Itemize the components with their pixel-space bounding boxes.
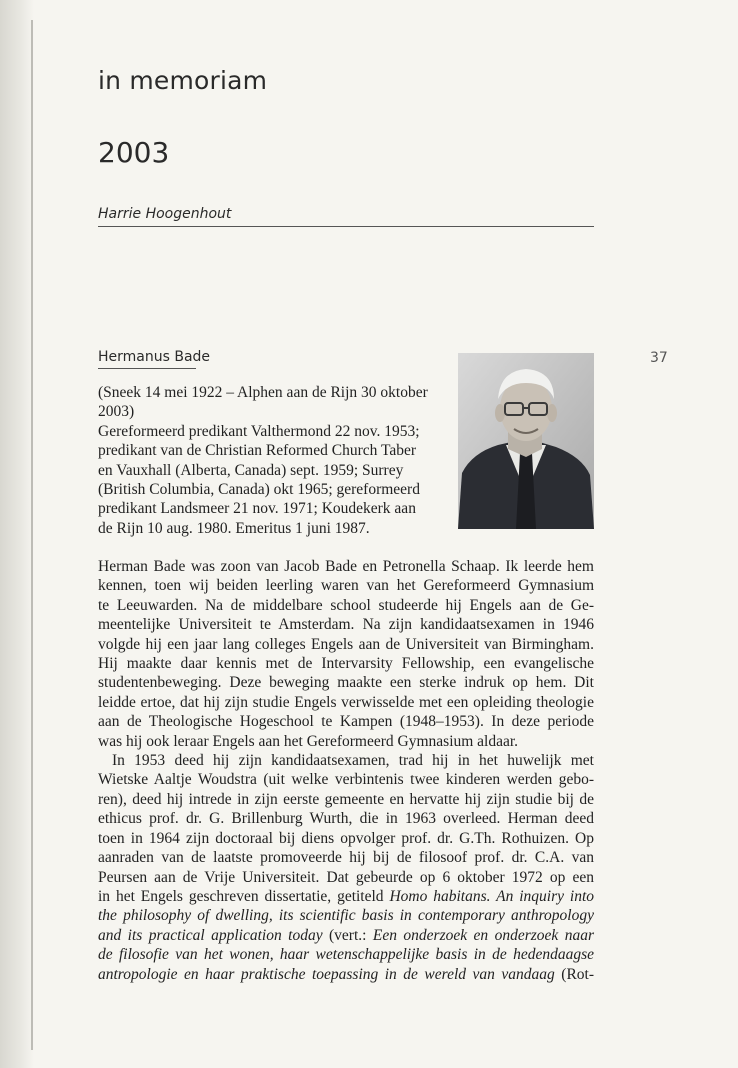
portrait-illustration xyxy=(458,353,594,529)
bio-line: (British Columbia, Canada) okt 1965; gereformeerd xyxy=(98,481,420,499)
body-line: volgde hij een jaar lang colleges Engels aan de Universiteit van Birmingham. xyxy=(98,635,594,653)
body-line: aan de Theologische Hogeschool te Kampen (1948–1953). In deze periode xyxy=(98,713,594,731)
body-line xyxy=(98,926,594,945)
body-line: Hij maakte daar kennis met de Intervarsity Fellowship, een evangelische xyxy=(98,655,594,673)
section-label: in memoriam xyxy=(98,66,268,95)
bio-line: predikant van de Christian Reformed Church Taber xyxy=(98,442,417,460)
body-line: te Leeuwarden. Na de middelbare school studeerde hij Engels aan de Ge- xyxy=(98,596,594,614)
binding-edge xyxy=(31,20,33,1050)
memoriam-year: 2003 xyxy=(98,136,170,169)
dissertation-title-en: Homo habitans. An inquiry into xyxy=(389,887,595,905)
page-binding-shadow xyxy=(0,0,34,1068)
body-line: Peursen aan de Vrije Universiteit. Dat gebeurde op 6 oktober 1972 op een xyxy=(98,868,594,886)
body-line xyxy=(98,965,594,984)
body-line xyxy=(98,906,594,925)
body-line: In 1953 deed hij zijn kandidaatsexamen, trad hij in het huwelijk met xyxy=(112,752,594,770)
body-line-text: in het Engels geschreven dissertatie, getiteld xyxy=(98,887,384,905)
body-line xyxy=(98,887,594,906)
page-number: 37 xyxy=(650,350,668,366)
body-line: Herman Bade was zoon van Jacob Bade en Petronella Schaap. Ik leerde hem xyxy=(98,558,594,575)
bio-line: Gereformeerd predikant Valthermond 22 nov. 1953; xyxy=(98,422,420,440)
body-line: leidde ertoe, dat hij zijn studie Engels verwisselde met een opleiding theologie xyxy=(98,693,594,711)
author-name: Harrie Hoogenhout xyxy=(98,206,232,222)
dissertation-title-nl: Een onderzoek en onderzoek naar xyxy=(372,926,594,944)
body-line xyxy=(98,945,594,964)
body-line: kennen, toen wij beiden leerling waren van het Gereformeerd Gymnasium xyxy=(98,577,594,595)
body-line: toen in 1964 zijn doctoraal bij diens opvolger prof. dr. G.Th. Rothuizen. Op xyxy=(98,829,594,847)
body-line: Wietske Aaltje Woudstra (uit welke verbintenis twee kinderen werden gebo- xyxy=(98,771,594,789)
bio-line: en Vauxhall (Alberta, Canada) sept. 1959; Surrey xyxy=(98,461,404,479)
body-text xyxy=(98,557,594,984)
translation-label: (vert.: xyxy=(329,926,367,944)
author-rule xyxy=(98,226,594,227)
bio-line: 2003) xyxy=(98,403,135,421)
body-line: studentenbeweging. Deze beweging maakte een sterke indruk op hem. Dit xyxy=(98,674,594,692)
subject-name: Hermanus Bade xyxy=(98,349,211,365)
body-line: meentelijke Universiteit te Amsterdam. Na zijn kandidaatsexamen in 1946 xyxy=(98,616,594,634)
bio-line: de Rijn 10 aug. 1980. Emeritus 1 juni 1987. xyxy=(98,519,370,537)
bio-line: predikant Landsmeer 21 nov. 1971; Koudekerk aan xyxy=(98,500,416,518)
dissertation-title-en: the philosophy of dwelling, its scientific basis in contemporary anthropology xyxy=(98,907,594,925)
body-line: aanraden van de laatste promoveerde hij bij de filosoof prof. dr. C.A. van xyxy=(98,849,594,867)
body-line: ethicus prof. dr. G. Brillenburg Wurth, die in 1963 overleed. Herman deed xyxy=(98,810,594,828)
bio-line: (Sneek 14 mei 1922 – Alphen aan de Rijn 30 oktober xyxy=(98,384,428,401)
subject-rule xyxy=(98,368,196,369)
subject-bio xyxy=(98,383,444,538)
dissertation-title-en: and its practical application today xyxy=(98,926,323,944)
portrait-photo xyxy=(458,353,594,529)
dissertation-title-nl: antropologie en haar praktische toepassing in de wereld van vandaag xyxy=(98,965,555,983)
body-tail: (Rot- xyxy=(561,965,594,983)
body-line: was hij ook leraar Engels aan het Gereformeerd Gymnasium aldaar. xyxy=(98,732,519,750)
body-line: ren), deed hij intrede in zijn eerste gemeente en hervatte hij zijn studie bij de xyxy=(98,790,594,808)
dissertation-title-nl: de filosofie van het wonen, haar wetenschappelijke basis in de hedendaagse xyxy=(98,946,594,964)
